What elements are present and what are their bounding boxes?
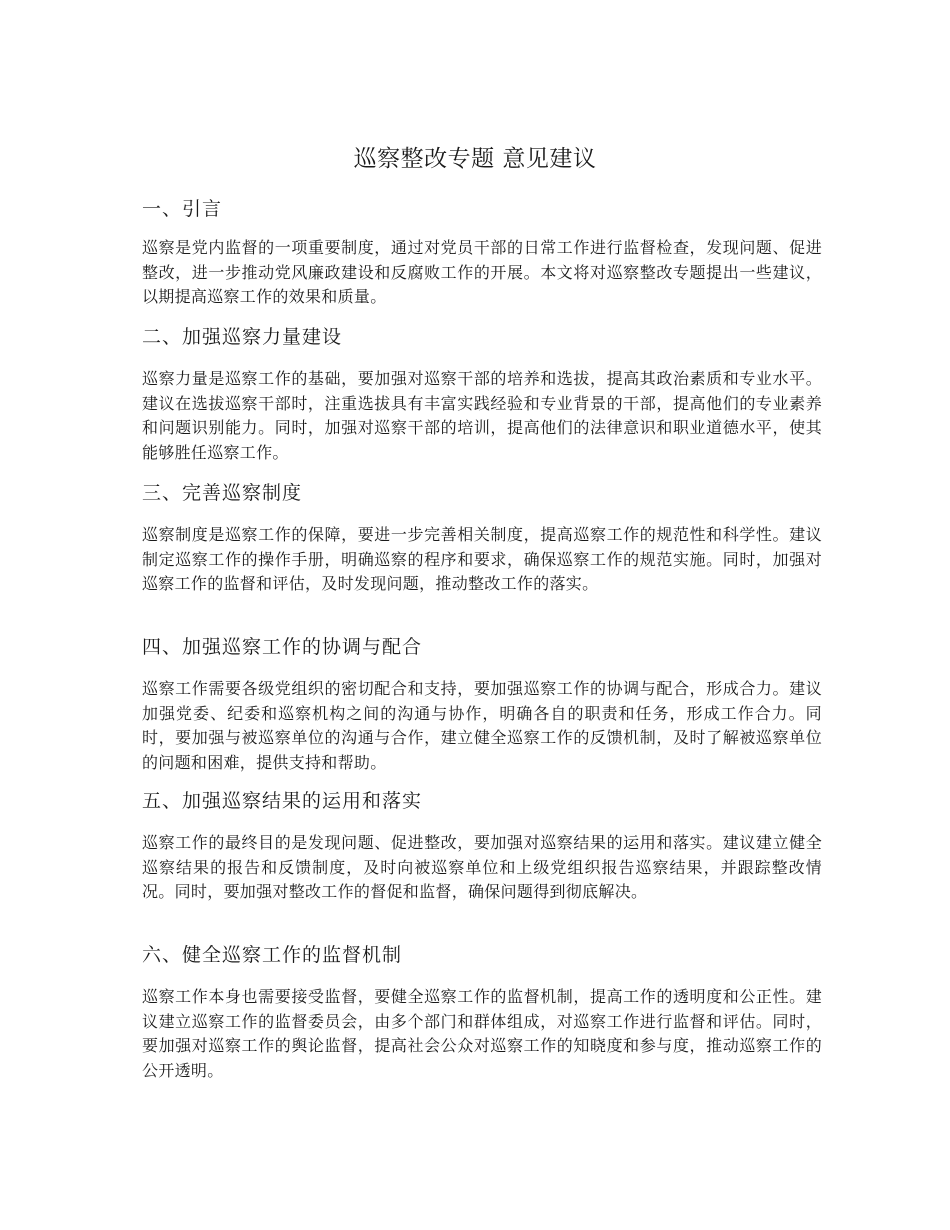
section-heading: 四、加强巡察工作的协调与配合 <box>142 636 423 658</box>
section-paragraph: 巡察制度是巡察工作的保障，要进一步完善相关制度，提高巡察工作的规范性和科学性。建议制定巡察工作的操作手册，明确巡察的程序和要求，确保巡察工作的规范实施。同时，加强对巡察工作的监督和评估，及时发现问题，推动整改工作的落实。 <box>142 525 822 593</box>
section-improve-system <box>142 479 822 597</box>
section-strengthen-team <box>142 323 822 465</box>
section-supervision-mechanism <box>142 941 822 1083</box>
section-results-application <box>142 787 822 905</box>
document-title: 巡察整改专题 意见建议 <box>353 146 597 172</box>
section-heading: 五、加强巡察结果的运用和落实 <box>142 790 423 812</box>
section-heading: 六、健全巡察工作的监督机制 <box>142 944 403 966</box>
section-paragraph: 巡察工作本身也需要接受监督，要健全巡察工作的监督机制，提高工作的透明度和公正性。建议建立巡察工作的监督委员会，由多个部门和群体组成，对巡察工作进行监督和评估。同时，要加强对巡察工作的舆论监督，提高社会公众对巡察工作的知晓度和参与度，推动巡察工作的公开透明。 <box>142 987 822 1080</box>
section-heading: 一、引言 <box>142 198 223 220</box>
section-paragraph: 巡察力量是巡察工作的基础，要加强对巡察干部的培养和选拔，提高其政治素质和专业水平。建议在选拔巡察干部时，注重选拔具有丰富实践经验和专业背景的干部，提高他们的专业素养和问题识别能力。同时，加强对巡察干部的培训，提高他们的法律意识和职业道德水平，使其能够胜任巡察工作。 <box>142 369 822 462</box>
section-heading: 三、完善巡察制度 <box>142 482 303 504</box>
section-paragraph: 巡察是党内监督的一项重要制度，通过对党员干部的日常工作进行监督检查，发现问题、促进整改，进一步推动党风廉政建设和反腐败工作的开展。本文将对巡察整改专题提出一些建议，以期提高巡察工作的效果和质量。 <box>142 238 822 306</box>
section-coordination <box>142 633 822 775</box>
section-introduction <box>142 195 822 310</box>
section-paragraph: 巡察工作的最终目的是发现问题、促进整改，要加强对巡察结果的运用和落实。建议建立健全巡察结果的报告和反馈制度，及时向被巡察单位和上级党组织报告巡察结果，并跟踪整改情况。同时，要加强对整改工作的督促和监督，确保问题得到彻底解决。 <box>142 833 822 901</box>
section-heading: 二、加强巡察力量建设 <box>142 326 343 348</box>
section-paragraph: 巡察工作需要各级党组织的密切配合和支持，要加强巡察工作的协调与配合，形成合力。建议加强党委、纪委和巡察机构之间的沟通与协作，明确各自的职责和任务，形成工作合力。同时，要加强与被巡察单位的沟通与合作，建立健全巡察工作的反馈机制，及时了解被巡察单位的问题和困难，提供支持和帮助。 <box>142 679 822 772</box>
